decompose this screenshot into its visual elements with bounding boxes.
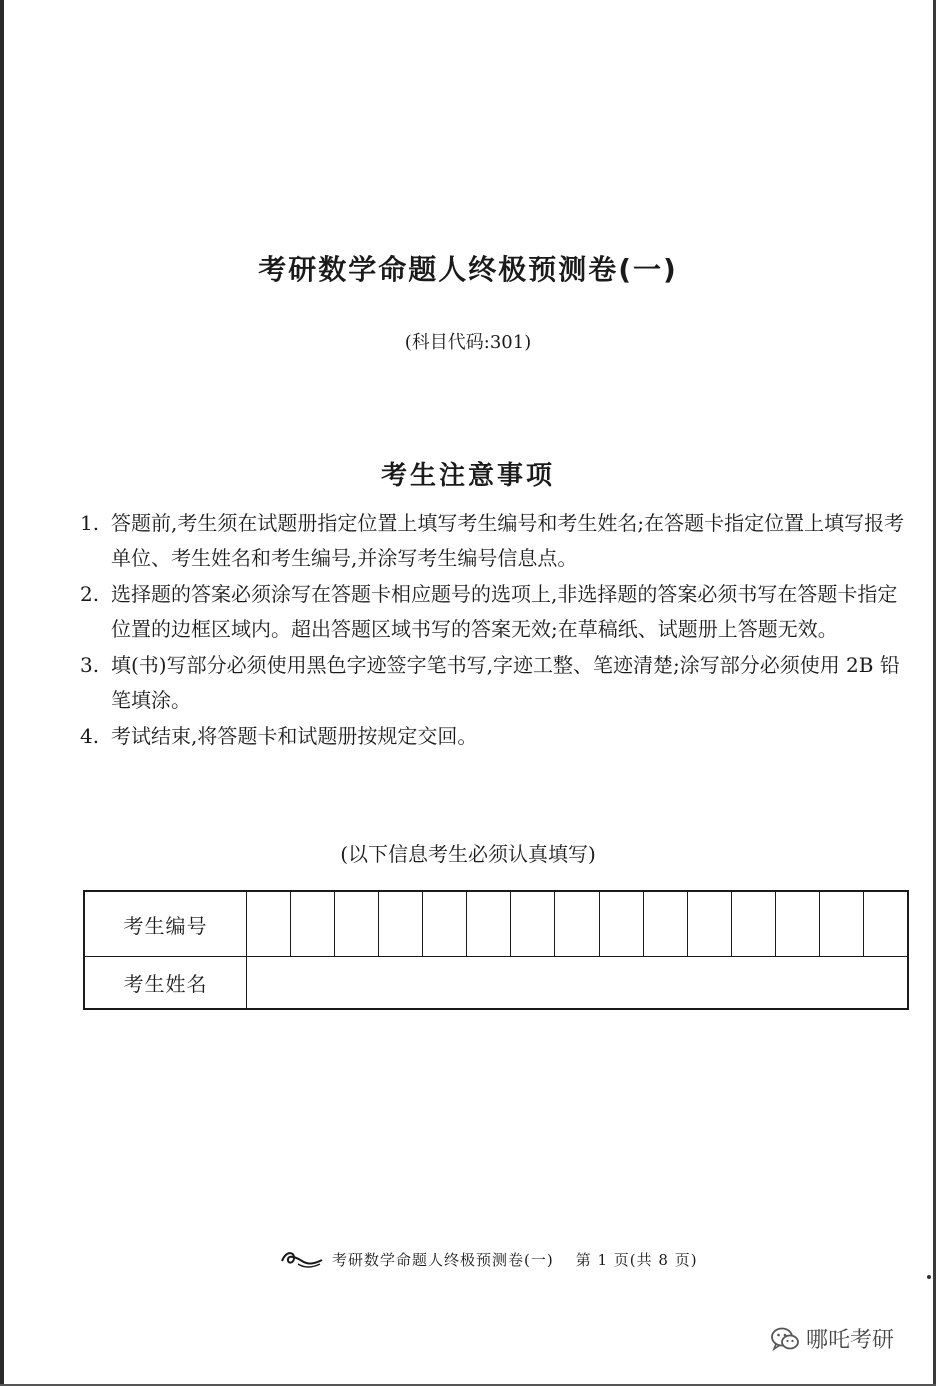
instruction-item	[80, 577, 910, 647]
instruction-text: 考试结束,将答题卡和试题册按规定交回。	[111, 724, 478, 748]
instruction-text: 填(书)写部分必须使用黑色字迹签字笔书写,字迹工整、笔迹清楚;涂写部分必须使用 2B 铅笔填涂。	[111, 653, 900, 712]
scan-edge-left	[0, 0, 4, 1386]
instruction-number: 4.	[80, 724, 100, 748]
instruction-item	[80, 719, 910, 754]
subject-code: (科目代码:301)	[404, 332, 532, 353]
name-field[interactable]	[247, 957, 907, 1008]
footer-title: 考研数学命题人终极预测卷(一)	[332, 1250, 554, 1269]
instruction-text: 答题前,考生须在试题册指定位置上填写考生编号和考生姓名;在答题卡指定位置上填写报考单位、考生姓名和考生编号,并涂写考生编号信息点。	[111, 511, 905, 570]
exam-id-digit-box[interactable]	[247, 892, 291, 956]
exam-id-row	[85, 892, 907, 957]
instruction-item	[80, 648, 910, 718]
instruction-text: 选择题的答案必须涂写在答题卡相应题号的选项上,非选择题的答案必须书写在答题卡指定位置的边框区域内。超出答题区域书写的答案无效;在草稿纸、试题册上答题无效。	[111, 582, 898, 641]
wechat-icon	[770, 1326, 800, 1352]
instruction-number: 1.	[80, 511, 100, 535]
watermark	[770, 1323, 894, 1354]
page-title: 考研数学命题人终极预测卷(一)	[258, 253, 678, 286]
exam-id-digit-box[interactable]	[688, 892, 732, 956]
name-row	[85, 957, 907, 1008]
exam-id-digit-box[interactable]	[467, 892, 511, 956]
exam-id-digit-box[interactable]	[776, 892, 820, 956]
name-label: 考生姓名	[85, 957, 247, 1008]
exam-id-digit-box[interactable]	[335, 892, 379, 956]
exam-id-digit-box[interactable]	[644, 892, 688, 956]
exam-id-digit-box[interactable]	[820, 892, 864, 956]
exam-id-digit-box[interactable]	[511, 892, 555, 956]
fill-in-note: (以下信息考生必须认真填写)	[340, 842, 596, 866]
instruction-number: 2.	[80, 582, 100, 606]
exam-id-digit-box[interactable]	[291, 892, 335, 956]
page-footer	[280, 1245, 698, 1273]
exam-id-digit-box[interactable]	[379, 892, 423, 956]
exam-id-label: 考生编号	[85, 892, 247, 956]
candidate-info-table	[83, 890, 909, 1010]
instruction-list	[80, 506, 910, 755]
watermark-text: 哪吒考研	[806, 1328, 895, 1353]
exam-id-boxes[interactable]	[247, 892, 907, 956]
swirl-ornament-icon	[280, 1249, 324, 1269]
scan-speck	[927, 1275, 931, 1279]
page-number: 第 1 页(共 8 页)	[575, 1250, 698, 1269]
exam-id-digit-box[interactable]	[555, 892, 599, 956]
instruction-item	[80, 506, 910, 576]
exam-id-digit-box[interactable]	[423, 892, 467, 956]
exam-id-digit-box[interactable]	[864, 892, 907, 956]
instruction-number: 3.	[80, 653, 100, 677]
notice-heading: 考生注意事项	[380, 461, 555, 491]
exam-id-digit-box[interactable]	[600, 892, 644, 956]
exam-id-digit-box[interactable]	[732, 892, 776, 956]
